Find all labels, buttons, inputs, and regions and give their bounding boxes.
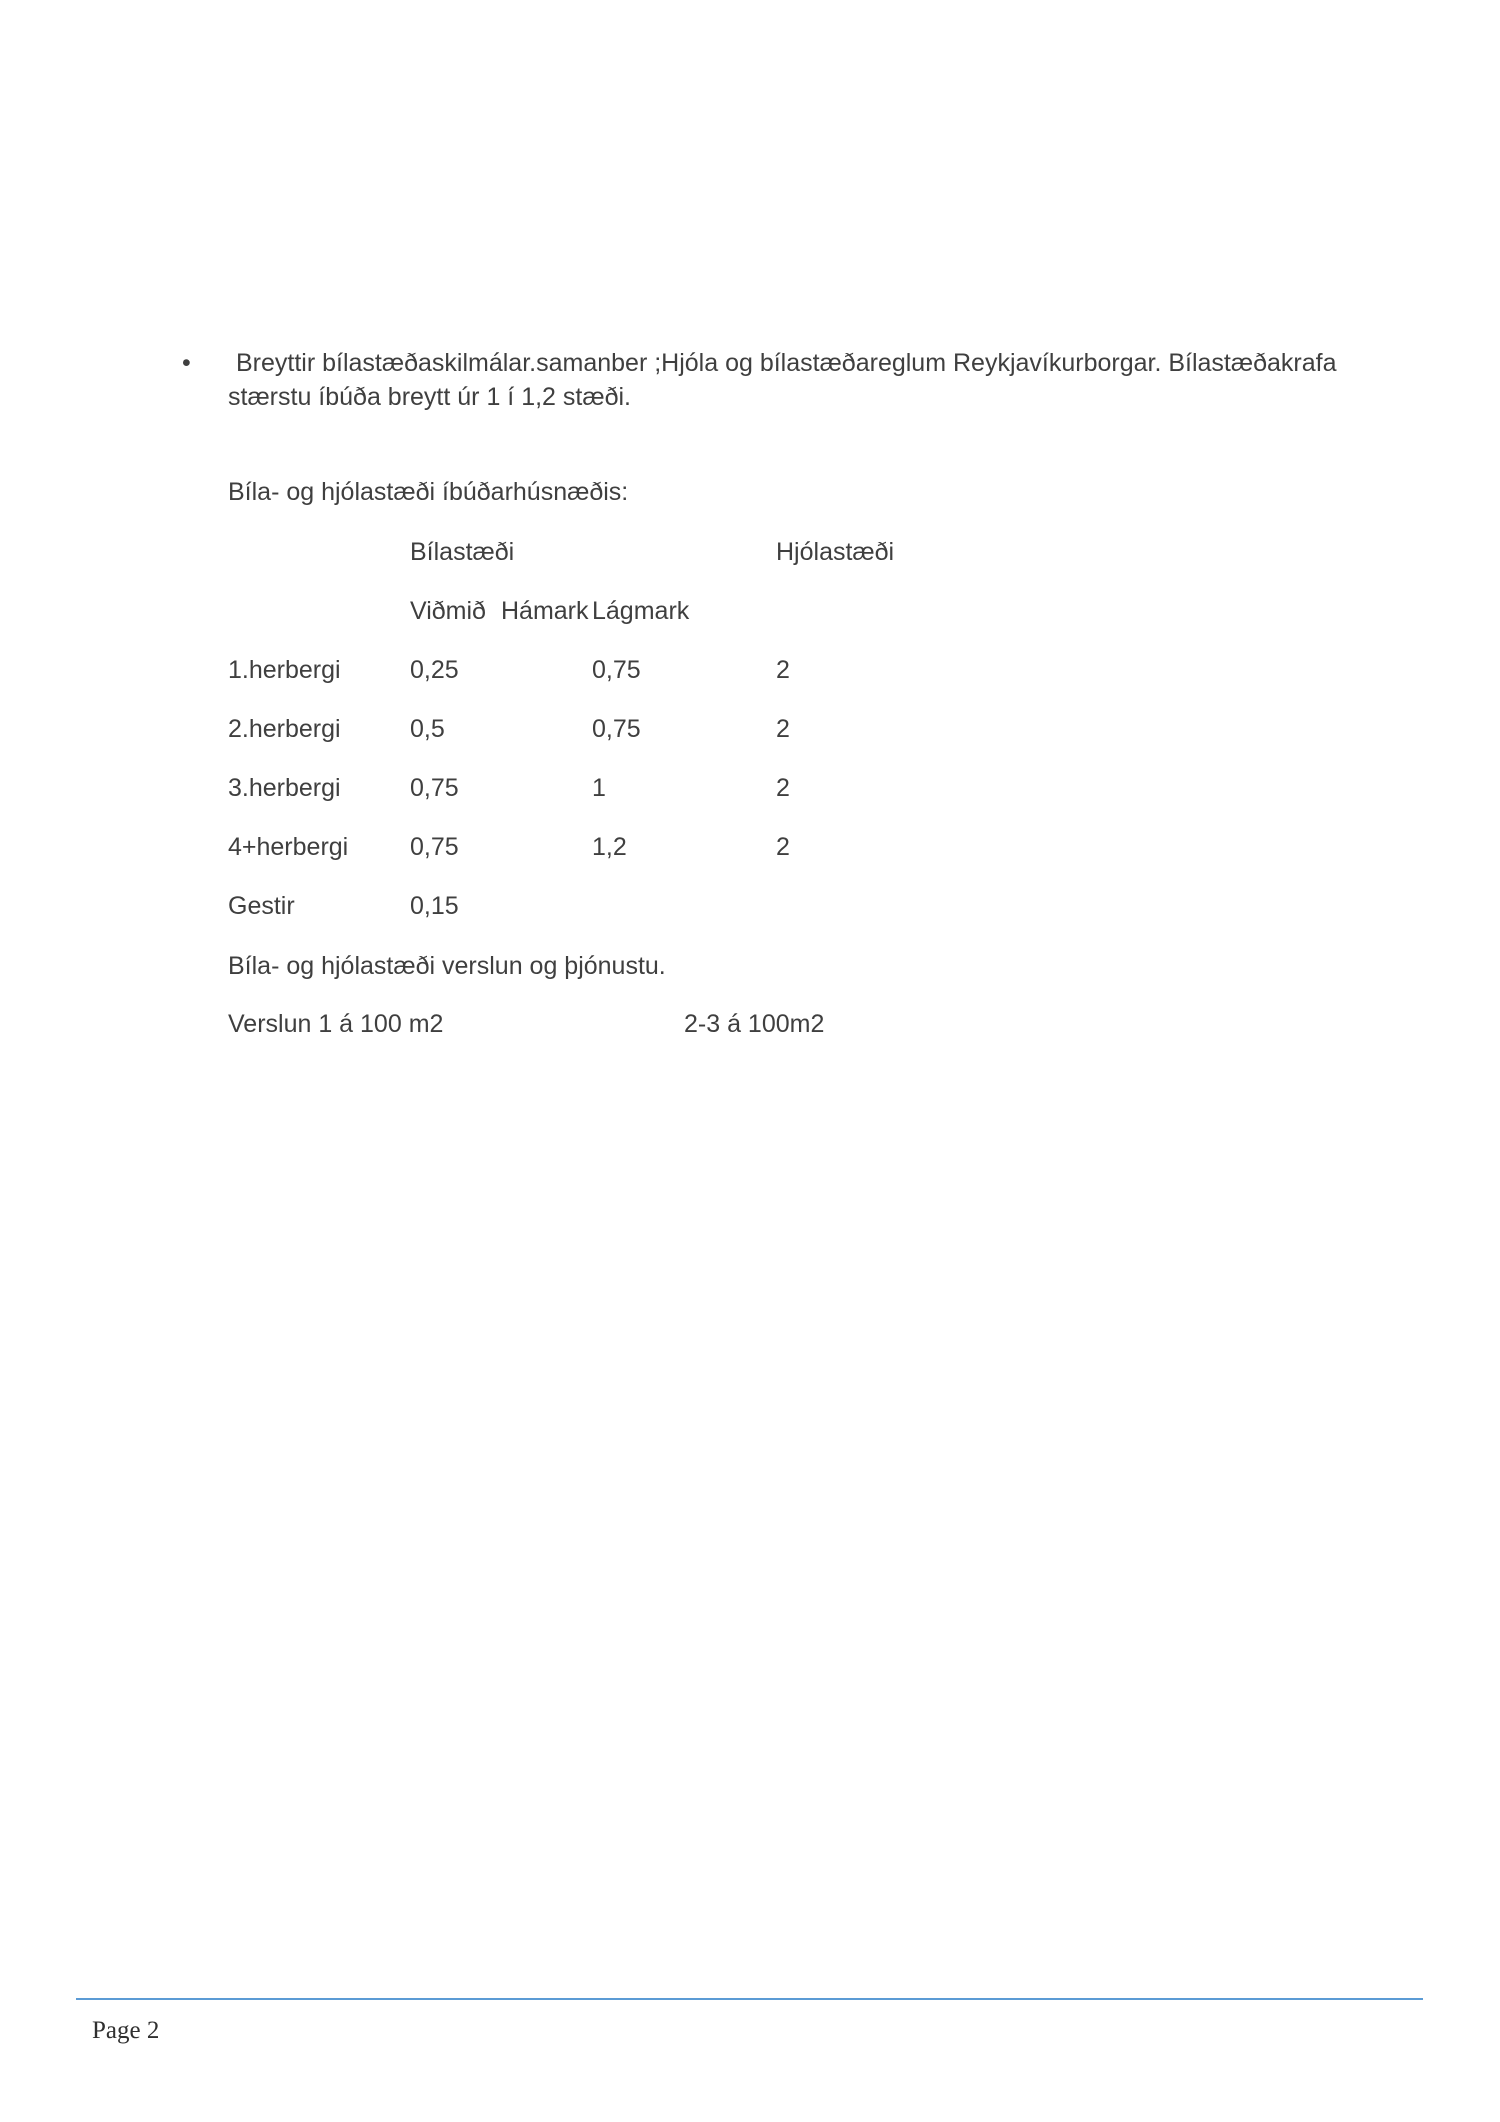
- table-row: [0, 892, 1500, 926]
- commercial-row: [0, 1010, 1500, 1044]
- row-reference: 0,75: [410, 833, 459, 861]
- row-reference: 0,15: [410, 892, 459, 920]
- row-min: 0,75: [592, 715, 641, 743]
- footer-divider: [76, 1998, 1423, 2000]
- bullet-line-1: Breyttir bílastæðaskilmálar.samanber ;Hjóla og bílastæðareglum Reykjavíkurborgar. Bílastæðakrafa: [236, 349, 1337, 377]
- bullet-marker: •: [182, 349, 191, 377]
- group-header-row: [0, 538, 1500, 572]
- row-label: Gestir: [228, 892, 295, 920]
- row-bike: 2: [776, 656, 790, 684]
- min-header: Lágmark: [592, 597, 690, 625]
- commercial-title: Bíla- og hjólastæði verslun og þjónustu.: [228, 952, 666, 980]
- row-bike: 2: [776, 774, 790, 802]
- row-reference: 0,5: [410, 715, 445, 743]
- table-row: [0, 774, 1500, 808]
- row-bike: 2: [776, 833, 790, 861]
- commercial-bike: 2-3 á 100m2: [684, 1010, 825, 1038]
- table-row: [0, 656, 1500, 690]
- row-label: 1.herbergi: [228, 656, 341, 684]
- bullet-text: [228, 346, 1382, 414]
- row-min: 1,2: [592, 833, 627, 861]
- row-reference: 0,75: [410, 774, 459, 802]
- sub-header-row: [0, 597, 1500, 631]
- row-label: 4+herbergi: [228, 833, 349, 861]
- bike-parking-header: Hjólastæði: [776, 538, 895, 566]
- reference-header: Viðmið: [410, 597, 486, 625]
- row-min: 1: [592, 774, 606, 802]
- row-bike: 2: [776, 715, 790, 743]
- max-header: Hámark: [501, 597, 589, 625]
- commercial-car: Verslun 1 á 100 m2: [228, 1010, 444, 1038]
- bullet-item: [182, 346, 1382, 414]
- row-min: 0,75: [592, 656, 641, 684]
- car-parking-header: Bílastæði: [410, 538, 515, 566]
- row-reference: 0,25: [410, 656, 459, 684]
- row-label: 2.herbergi: [228, 715, 341, 743]
- row-label: 3.herbergi: [228, 774, 341, 802]
- residential-title: Bíla- og hjólastæði íbúðarhúsnæðis:: [228, 478, 629, 506]
- page-number: Page 2: [92, 2017, 160, 2044]
- table-row: [0, 833, 1500, 867]
- table-row: [0, 715, 1500, 749]
- bullet-line-2: stærstu íbúða breytt úr 1 í 1,2 stæði.: [228, 383, 631, 411]
